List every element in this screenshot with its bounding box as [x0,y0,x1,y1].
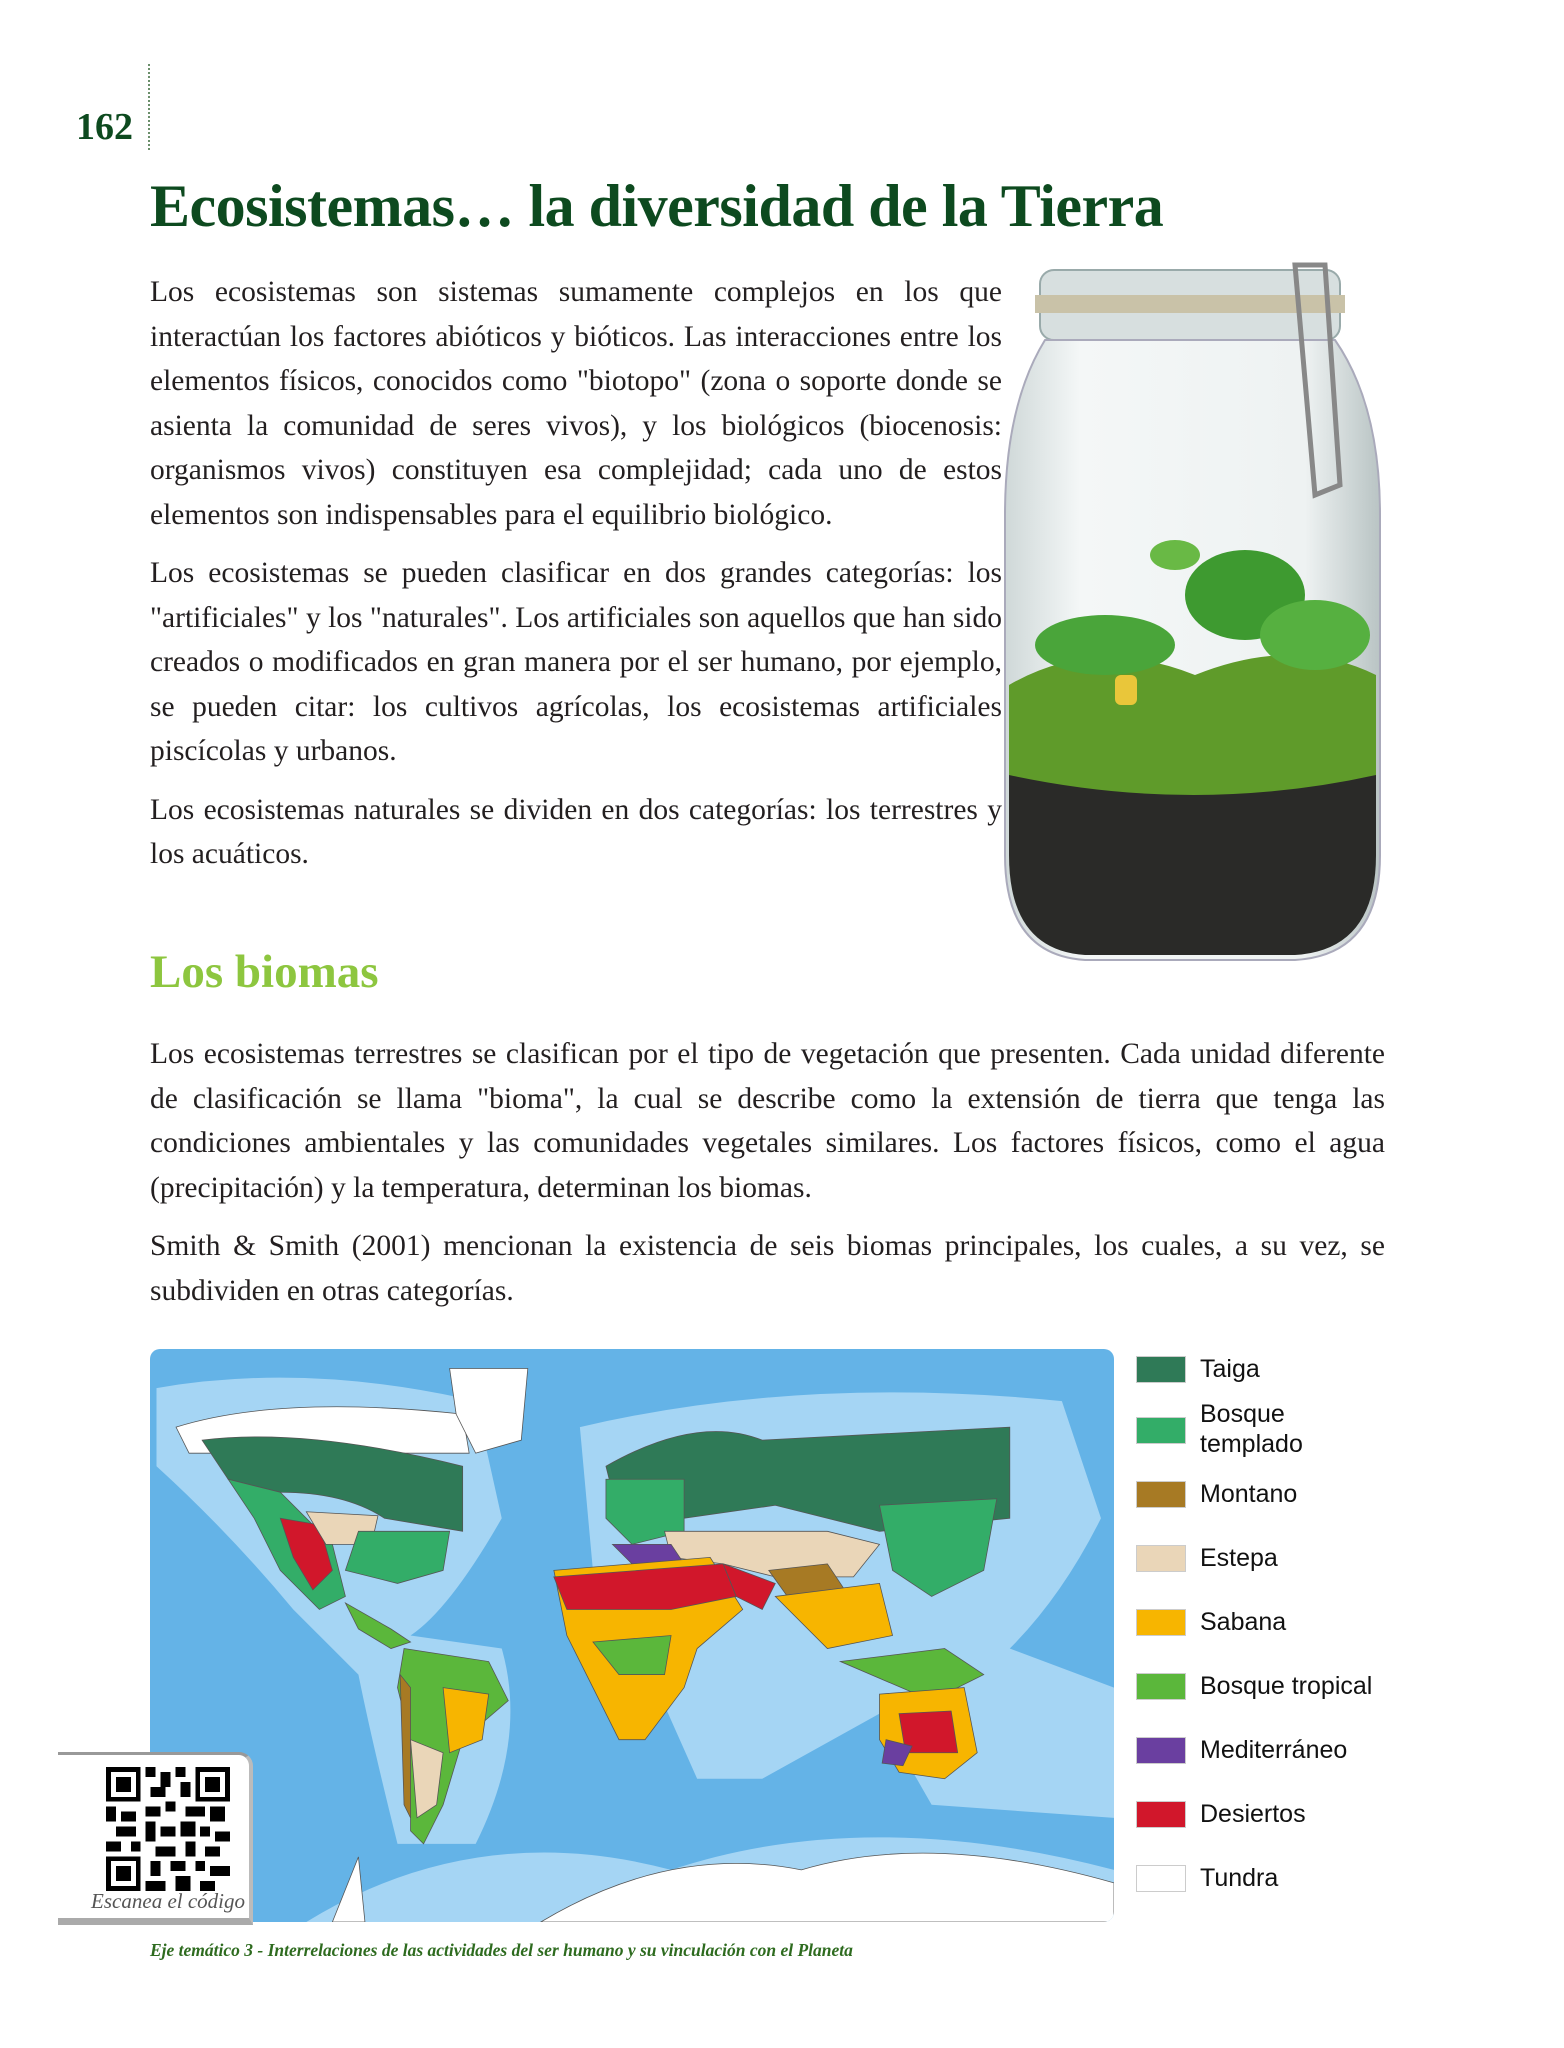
legend-label: Bosque tropical [1200,1672,1373,1700]
legend-swatch [1136,1673,1186,1700]
legend-item-tundra [1136,1863,1278,1893]
legend-label: Sabana [1200,1608,1287,1636]
page-title: Ecosistemas… la diversidad de la Tierra [150,173,1164,239]
legend-item-estepa [1136,1543,1278,1573]
intro-text [150,270,1002,891]
legend-label: Desiertos [1200,1800,1306,1828]
legend-swatch [1136,1865,1186,1892]
legend-swatch [1136,1609,1186,1636]
paragraph: Los ecosistemas se pueden clasificar en dos grandes categorías: los "artificiales" y los "naturales". Los artificiales son aquellos que han sido creados o modificados en gran manera por el ser humano, por ejemplo, se pueden citar: los cultivos agrícolas, los ecosistemas artificiales piscícolas y urbanos. [150,557,1002,767]
legend-item-taiga [1136,1354,1260,1384]
legend-swatch [1136,1356,1186,1383]
legend-item-montano [1136,1479,1297,1509]
legend-label: Taiga [1200,1355,1260,1383]
legend-swatch [1136,1737,1186,1764]
section-title: Los biomas [150,946,379,998]
legend-item-sabana [1136,1607,1286,1637]
legend-swatch [1136,1481,1186,1508]
world-biomes-map [150,1349,1114,1922]
legend-swatch [1136,1545,1186,1572]
page-number-divider [148,64,150,150]
paragraph: Los ecosistemas son sistemas sumamente complejos en los que interactúan los factores abióticos y bióticos. Las interacciones entre los elementos físicos, conocidos como "biotopo" (zona o soporte donde se asienta la comunidad de seres vivos), y los biológicos (biocenosis: organismos vivos) constituyen esa complejidad; cada uno de estos elementos son indispensables para el equilibrio biológico. [150,276,1002,531]
section-text [150,1032,1385,1327]
legend-item-mediterraneo [1136,1735,1347,1765]
legend-label: Estepa [1200,1544,1278,1572]
qr-label: Escanea el código [91,1889,245,1913]
legend-label: Bosque templado [1200,1400,1303,1458]
legend-label: Mediterráneo [1200,1736,1348,1764]
qr-code-icon[interactable] [106,1767,230,1891]
legend-label: Montano [1200,1480,1298,1508]
qr-code-box[interactable] [58,1752,253,1925]
page-number: 162 [76,106,133,148]
legend-label: Tundra [1200,1864,1279,1892]
legend-item-bosque-tropical [1136,1671,1456,1701]
paragraph: Smith & Smith (2001) mencionan la existencia de seis biomas principales, los cuales, a su vez, se subdividen en otras categorías. [150,1230,1385,1307]
legend-swatch [1136,1801,1186,1828]
legend-item-desiertos [1136,1799,1306,1829]
legend-swatch [1136,1417,1186,1444]
terrarium-jar-image [995,255,1395,970]
legend-item-bosque-templado [1136,1399,1336,1459]
paragraph: Los ecosistemas naturales se dividen en dos categorías: los terrestres y los acuáticos. [150,793,1002,870]
paragraph: Los ecosistemas terrestres se clasifican por el tipo de vegetación que presenten. Cada unidad diferente de clasificación se llama "bioma", la cual se describe como la extensión de tierra que tenga las condiciones ambientales y las comunidades vegetales similares. Los factores físicos, como el agua (precipitación) y la temperatura, determinan los biomas. [150,1038,1385,1204]
page-footer: Eje temático 3 - Interrelaciones de las actividades del ser humano y su vinculación con el Planeta [150,1940,853,1960]
